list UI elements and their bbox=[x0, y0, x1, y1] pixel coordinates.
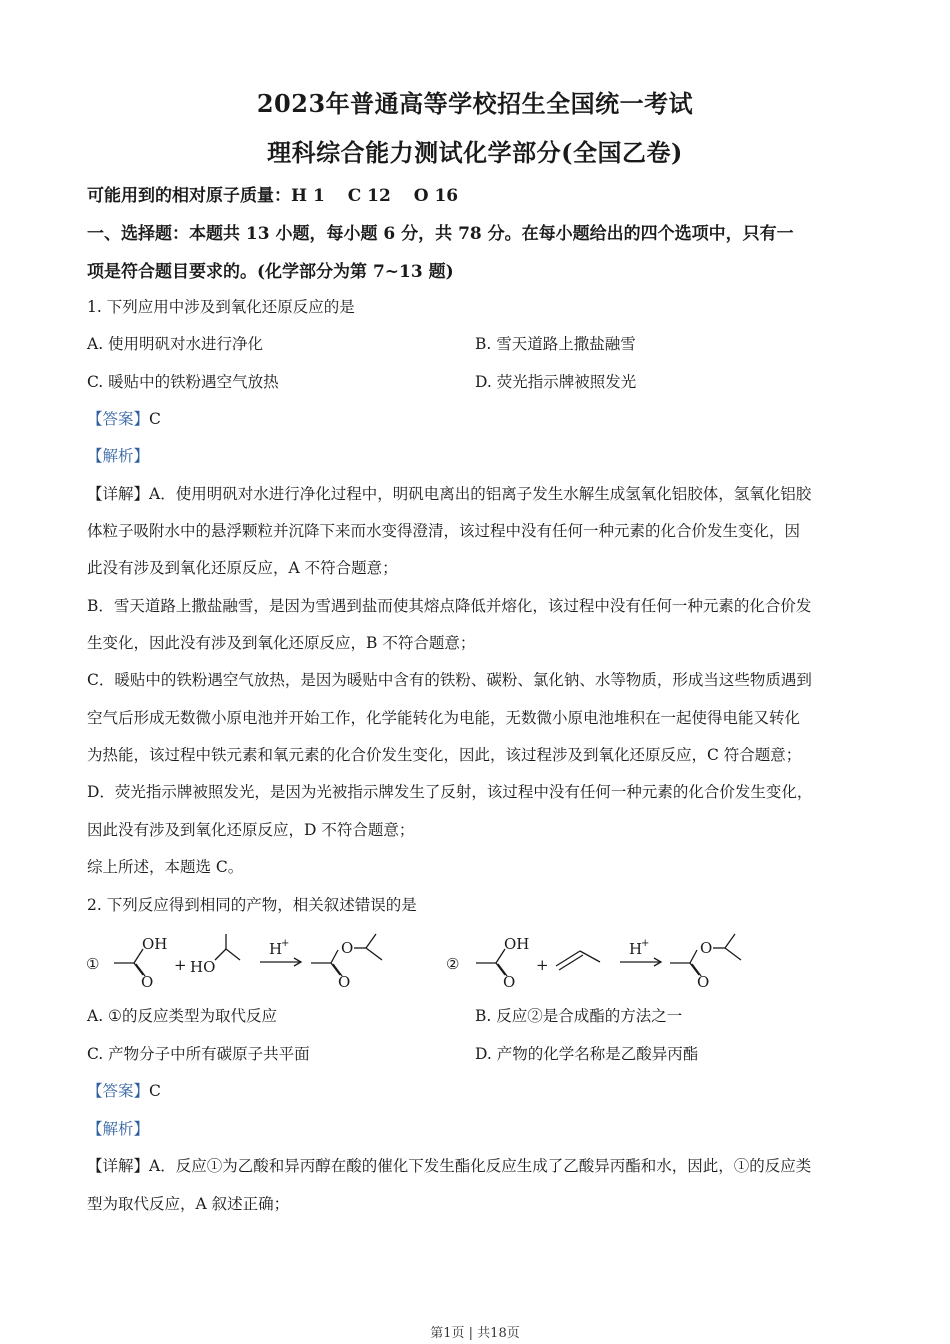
q1-option-b: B. 雪天道路上撒盐融雪 bbox=[475, 335, 636, 353]
q1-detail-line: 综上所述，本题选 C。 bbox=[87, 858, 244, 876]
reaction-scheme bbox=[80, 926, 780, 992]
q1-option-c: C. 暖贴中的铁粉遇空气放热 bbox=[87, 373, 279, 391]
oh-label: OH bbox=[142, 935, 168, 953]
exam-title: 2023年普通高等学校招生全国统一考试 bbox=[256, 89, 694, 118]
q1-option-a: A. 使用明矾对水进行净化 bbox=[87, 335, 264, 353]
o-label: O bbox=[700, 939, 713, 957]
reaction-2-label: ② bbox=[446, 955, 460, 973]
q1-detail-line: 体粒子吸附水中的悬浮颗粒并沉降下来而水变得澄清，该过程中没有任何一种元素的化合价发生变化，因 bbox=[87, 522, 801, 540]
catalyst-sup: + bbox=[281, 938, 290, 949]
answer-value: C bbox=[149, 410, 161, 428]
o-label: O bbox=[338, 973, 351, 991]
exam-subtitle: 理科综合能力测试化学部分(全国乙卷) bbox=[267, 138, 683, 167]
q1-detail-line: 为热能，该过程中铁元素和氧元素的化合价发生变化，因此，该过程涉及到氧化还原反应，C 符合题意； bbox=[87, 746, 802, 764]
answer-tag: 【答案】 bbox=[87, 410, 150, 428]
o-label: O bbox=[141, 973, 154, 991]
q1-detail-line: 此没有涉及到氧化还原反应，A 不符合题意； bbox=[87, 559, 398, 577]
detail-text: A．使用明矾对水进行净化过程中，明矾电离出的铝离子发生水解生成氢氧化铝胶体，氢氧化铝胶 bbox=[149, 485, 812, 503]
answer-value: C bbox=[149, 1082, 161, 1100]
q2-option-b: B. 反应②是合成酯的方法之一 bbox=[475, 1007, 683, 1025]
q2-detail-line: 型为取代反应，A 叙述正确； bbox=[87, 1195, 290, 1213]
atomic-masses-note: 可能用到的相对原子质量：H 1 C 12 O 16 bbox=[87, 186, 459, 206]
catalyst-label: H bbox=[629, 940, 643, 958]
q1-option-d: D. 荧光指示牌被照发光 bbox=[475, 373, 637, 391]
section-heading-line2: 项是符合题目要求的。(化学部分为第 7~13 题) bbox=[87, 262, 454, 282]
q2-option-a: A. ①的反应类型为取代反应 bbox=[87, 1007, 277, 1025]
o-label: O bbox=[341, 939, 354, 957]
q1-detail-line: 因此没有涉及到氧化还原反应，D 不符合题意； bbox=[87, 821, 415, 839]
oh-label: OH bbox=[504, 935, 530, 953]
page-footer: 第1页 | 共18页 bbox=[430, 1326, 520, 1341]
detail-text: A．反应①为乙酸和异丙醇在酸的催化下发生酯化反应生成了乙酸异丙酯和水，因此，①的反应类 bbox=[149, 1157, 812, 1175]
detail-tag: 【详解】 bbox=[87, 1157, 150, 1175]
plus-sign: + bbox=[174, 956, 187, 974]
o-label: O bbox=[503, 973, 516, 991]
q2-analysis-tag: 【解析】 bbox=[87, 1120, 150, 1138]
catalyst-label: H bbox=[269, 940, 283, 958]
catalyst-sup: + bbox=[641, 938, 650, 949]
q1-analysis-tag: 【解析】 bbox=[87, 447, 150, 465]
q1-detail-line: C．暖贴中的铁粉遇空气放热，是因为暖贴中含有的铁粉、碳粉、氯化钠、水等物质，形成当这些物质遇到 bbox=[87, 671, 812, 689]
q1-detail-line: B．雪天道路上撒盐融雪，是因为雪遇到盐而使其熔点降低并熔化，该过程中没有任何一种元素的化合价发 bbox=[87, 597, 812, 615]
q1-stem: 1. 下列应用中涉及到氧化还原反应的是 bbox=[87, 298, 355, 316]
plus-sign: + bbox=[536, 956, 549, 974]
answer-tag: 【答案】 bbox=[87, 1082, 150, 1100]
q1-detail-line: 空气后形成无数微小原电池并开始工作，化学能转化为电能，无数微小原电池堆积在一起使得电能又转化 bbox=[87, 709, 801, 727]
ho-label: HO bbox=[190, 958, 216, 976]
q1-detail-line: D．荧光指示牌被照发光，是因为光被指示牌发生了反射，该过程中没有任何一种元素的化合价发生变化， bbox=[87, 783, 813, 801]
q1-detail-line bbox=[87, 482, 877, 504]
q2-answer bbox=[87, 1079, 877, 1101]
q2-option-c: C. 产物分子中所有碳原子共平面 bbox=[87, 1045, 310, 1063]
reaction-1-label: ① bbox=[86, 955, 100, 973]
q2-stem: 2. 下列反应得到相同的产物，相关叙述错误的是 bbox=[87, 896, 417, 914]
detail-tag: 【详解】 bbox=[87, 485, 150, 503]
q1-detail-line: 生变化，因此没有涉及到氧化还原反应，B 不符合题意； bbox=[87, 634, 476, 652]
q2-detail-line bbox=[87, 1154, 877, 1176]
o-label: O bbox=[697, 973, 710, 991]
section-heading-line1: 一、选择题：本题共 13 小题，每小题 6 分，共 78 分。在每小题给出的四个选项中，只有一 bbox=[87, 224, 794, 244]
q1-answer bbox=[87, 407, 877, 429]
q2-option-d: D. 产物的化学名称是乙酸异丙酯 bbox=[475, 1045, 699, 1063]
